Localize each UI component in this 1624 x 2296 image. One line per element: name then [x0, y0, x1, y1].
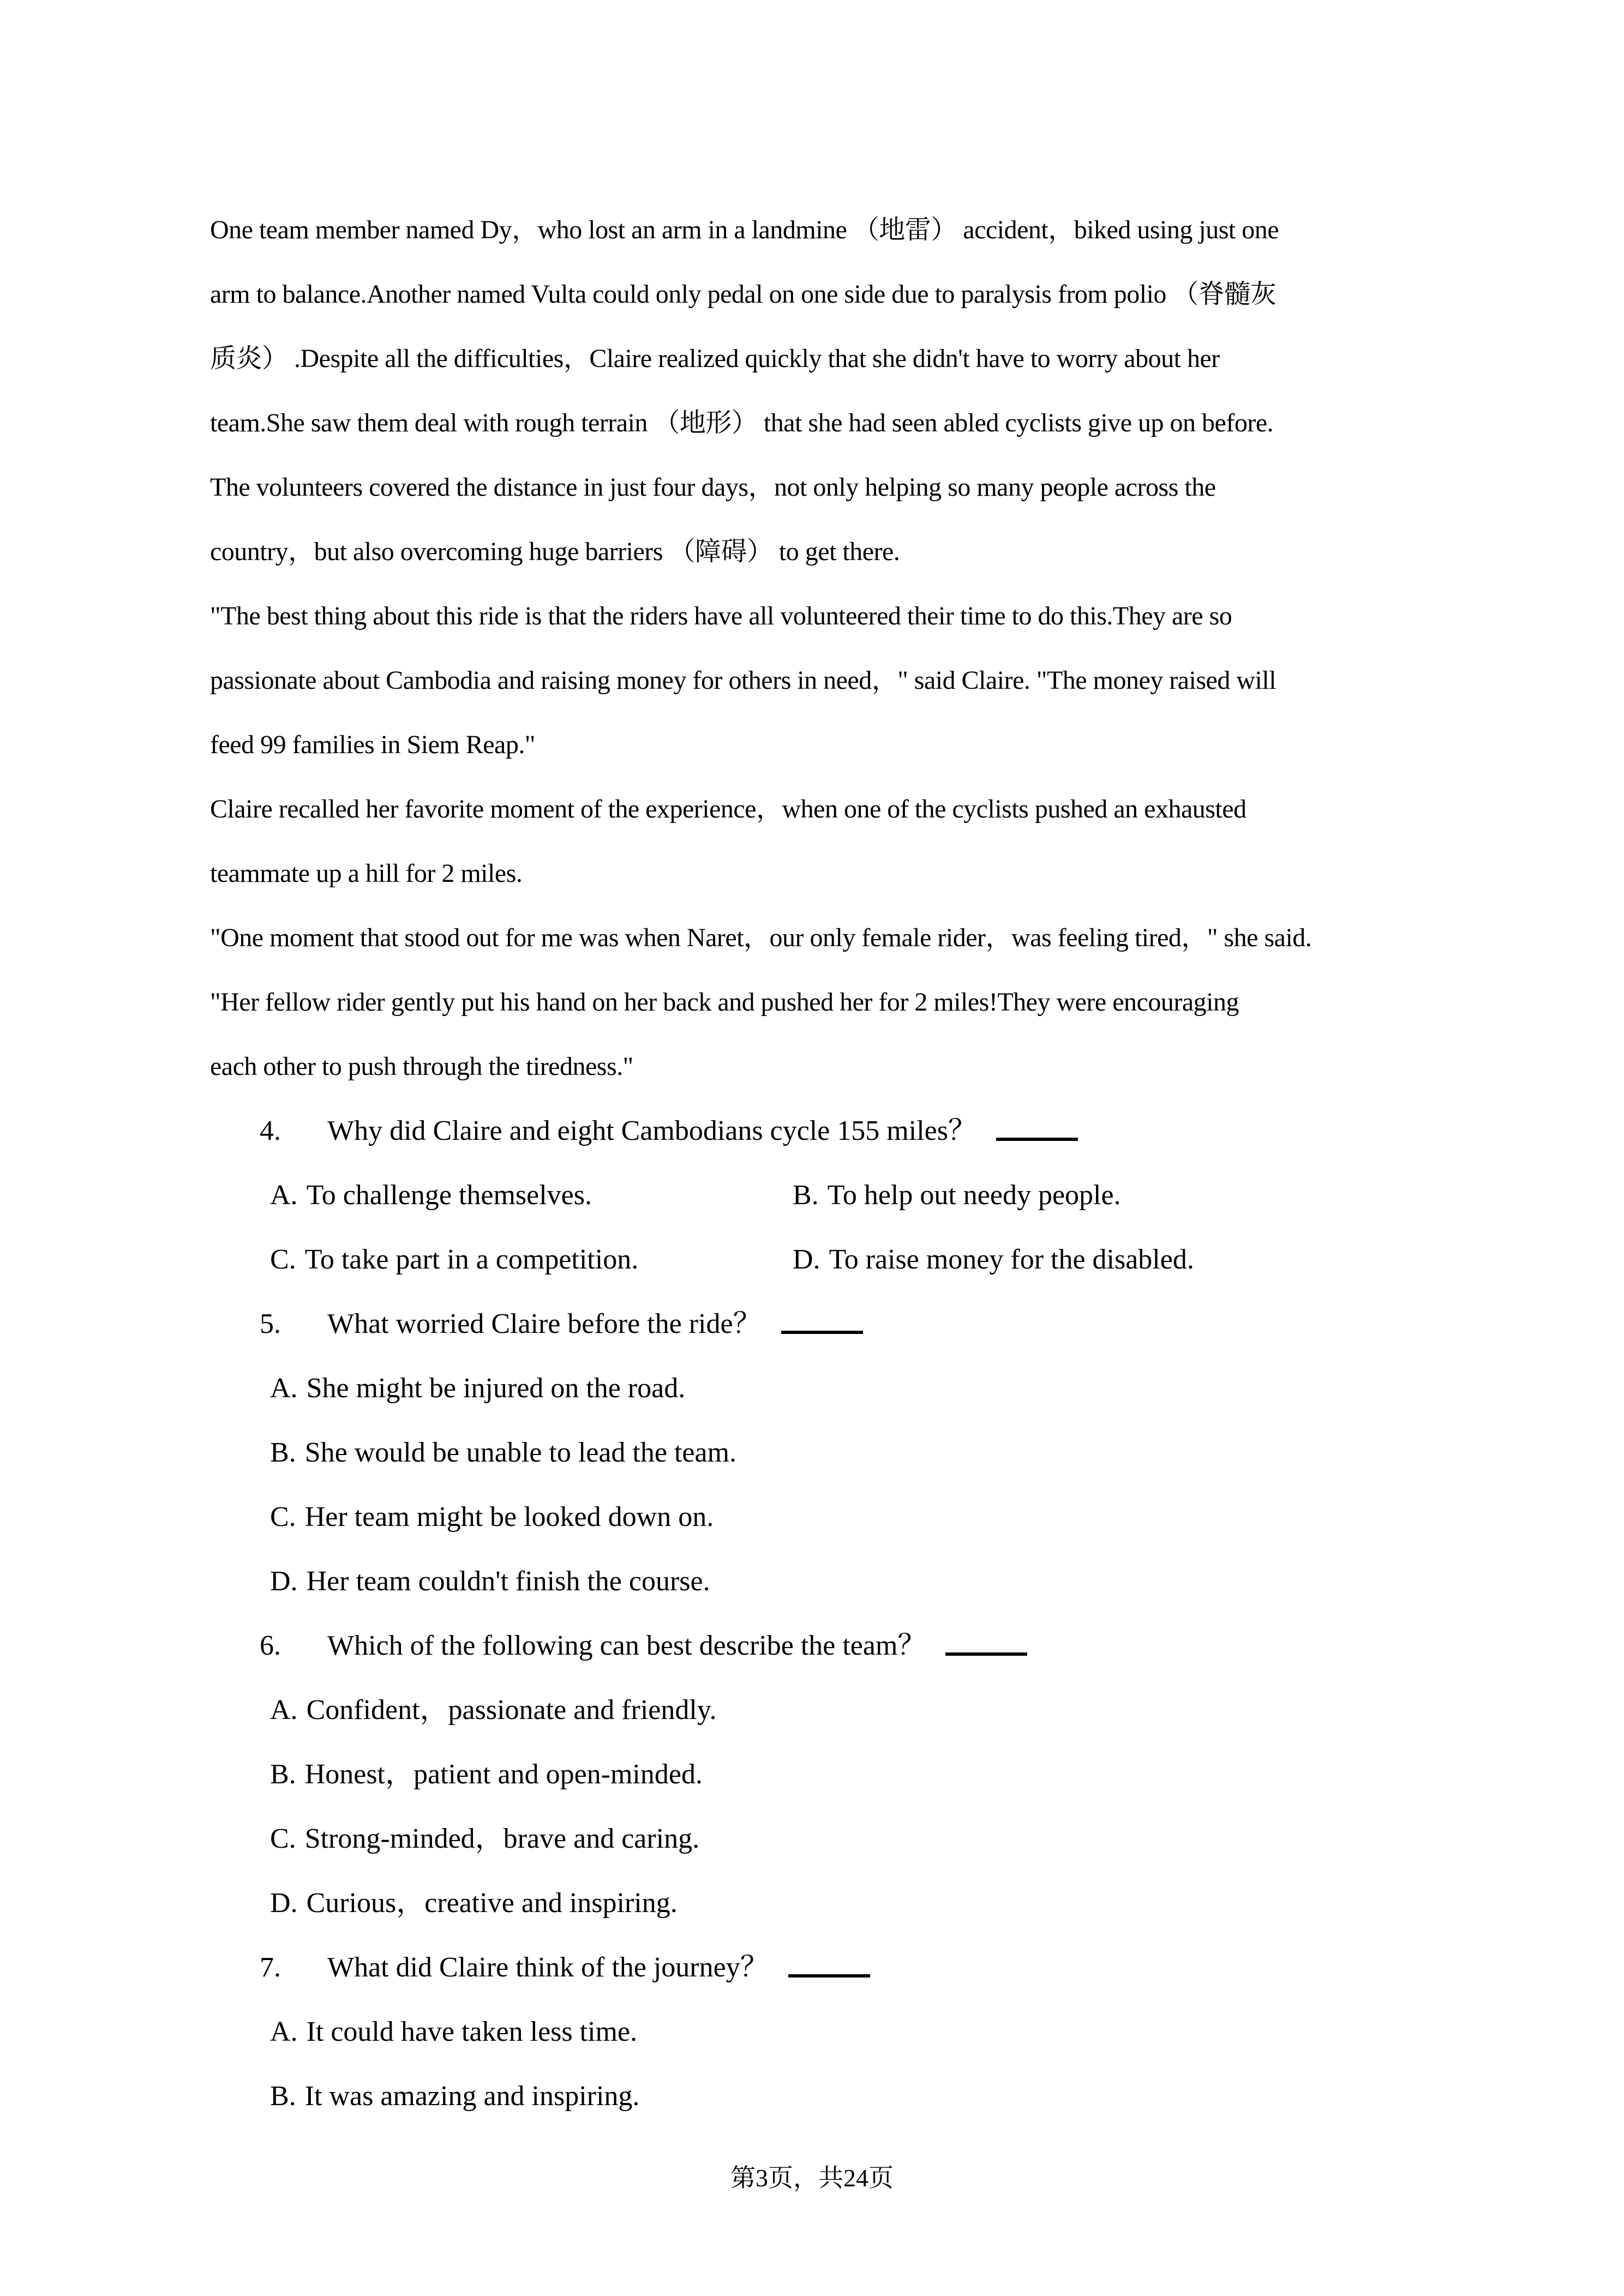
option-text: It was amazing and inspiring. — [304, 2081, 640, 2112]
question-text: What did Claire think of the journey？ — [327, 1952, 769, 1983]
option-text: Honest，patient and open-minded. — [304, 1759, 703, 1790]
option-5-B — [270, 1437, 736, 1468]
option-label: D. — [793, 1244, 820, 1275]
passage-line: country，but also overcoming huge barriers （障碍） to get there. — [210, 537, 900, 566]
option-label: D. — [270, 1888, 298, 1919]
option-4-D — [793, 1244, 1194, 1275]
option-label: C. — [270, 1823, 296, 1854]
option-label: B. — [270, 1759, 296, 1790]
question-text: Why did Claire and eight Cambodians cycle 155 miles？ — [327, 1115, 976, 1146]
option-4-B — [793, 1180, 1121, 1211]
passage-line: feed 99 families in Siem Reap." — [210, 730, 535, 759]
options-row — [210, 1421, 1427, 1485]
passage-line: arm to balance.Another named Vulta could only pedal on one side due to paralysis from polio （脊髓灰 — [210, 280, 1277, 309]
question-row — [210, 1936, 1427, 2000]
question-row — [210, 1292, 1427, 1356]
page-number: 第3页，共24页 — [730, 2164, 894, 2192]
question-number: 5. — [260, 1308, 281, 1339]
passage-line: The volunteers covered the distance in just four days，not only helping so many people across the — [210, 473, 1216, 502]
options-row — [210, 1549, 1427, 1614]
options-row — [210, 2064, 1427, 2129]
option-6-A — [270, 1694, 716, 1726]
passage-line: One team member named Dy，who lost an arm in a landmine （地雷） accident，biked using just one — [210, 215, 1279, 244]
question-number: 6. — [260, 1630, 281, 1661]
options-row — [210, 1163, 1427, 1228]
option-text: To challenge themselves. — [306, 1180, 592, 1211]
answer-blank — [945, 1647, 1027, 1656]
option-cell — [270, 1228, 793, 1292]
option-label: B. — [270, 1437, 296, 1468]
option-6-C — [270, 1823, 699, 1854]
option-label: B. — [793, 1180, 819, 1211]
answer-blank — [996, 1132, 1078, 1141]
options-row — [210, 1742, 1427, 1807]
option-label: A. — [270, 1373, 298, 1404]
option-label: B. — [270, 2081, 296, 2112]
question-number: 7. — [260, 1952, 281, 1983]
passage-line: "Her fellow rider gently put his hand on her back and pushed her for 2 miles!They were encouraging — [210, 988, 1239, 1017]
reading-passage — [210, 198, 1427, 1099]
answer-blank — [788, 1969, 870, 1978]
option-4-A — [270, 1180, 592, 1211]
question-row — [210, 1099, 1427, 1163]
option-text: To help out needy people. — [827, 1180, 1121, 1211]
option-label: C. — [270, 1501, 296, 1532]
option-label: A. — [270, 1694, 298, 1726]
option-text: Her team might be looked down on. — [304, 1501, 714, 1532]
option-text: She might be injured on the road. — [306, 1373, 686, 1404]
option-4-C — [270, 1244, 638, 1275]
passage-line: 质炎） .Despite all the difficulties，Claire realized quickly that she didn't have to worry about her — [210, 344, 1220, 373]
option-7-B — [270, 2081, 639, 2112]
question-row — [210, 1614, 1427, 1678]
options-row — [210, 1678, 1427, 1742]
option-text: To take part in a competition. — [304, 1244, 639, 1275]
option-cell — [270, 1163, 793, 1228]
passage-line: teammate up a hill for 2 miles. — [210, 859, 523, 888]
passage-line: passionate about Cambodia and raising money for others in need，" said Claire. "The money raised will — [210, 666, 1277, 695]
option-text: She would be unable to lead the team. — [304, 1437, 737, 1468]
options-row — [210, 1485, 1427, 1549]
passage-line: team.She saw them deal with rough terrain （地形） that she had seen abled cyclists give up on before. — [210, 408, 1274, 437]
passage-line: each other to push through the tiredness." — [210, 1052, 633, 1081]
option-5-D — [270, 1566, 710, 1597]
option-label: A. — [270, 2016, 298, 2047]
options-row — [210, 1871, 1427, 1936]
option-5-A — [270, 1373, 685, 1404]
option-text: Her team couldn't finish the course. — [306, 1566, 710, 1597]
option-label: D. — [270, 1566, 298, 1597]
question-text: Which of the following can best describe the team？ — [327, 1630, 926, 1661]
options-row — [210, 2000, 1427, 2064]
passage-line: "One moment that stood out for me was when Naret，our only female rider，was feeling tired，" she said. — [210, 923, 1312, 952]
option-6-D — [270, 1888, 678, 1919]
option-text: Curious，creative and inspiring. — [306, 1888, 678, 1919]
option-7-A — [270, 2016, 637, 2047]
option-text: Confident，passionate and friendly. — [306, 1694, 717, 1726]
options-row — [210, 1807, 1427, 1871]
option-text: To raise money for the disabled. — [829, 1244, 1194, 1275]
answer-blank — [781, 1325, 863, 1334]
option-6-B — [270, 1759, 703, 1790]
questions-section — [210, 1099, 1427, 2129]
page-footer — [0, 2163, 1624, 2193]
options-row — [210, 1228, 1427, 1292]
question-number: 4. — [260, 1115, 281, 1146]
option-text: Strong-minded，brave and caring. — [304, 1823, 700, 1854]
question-text: What worried Claire before the ride？ — [327, 1308, 762, 1339]
passage-line: "The best thing about this ride is that the riders have all volunteered their time to do this.They are so — [210, 602, 1232, 630]
option-5-C — [270, 1501, 714, 1532]
option-label: A. — [270, 1180, 298, 1211]
option-text: It could have taken less time. — [306, 2016, 638, 2047]
passage-line: Claire recalled her favorite moment of the experience，when one of the cyclists pushed an exhausted — [210, 795, 1247, 824]
option-label: C. — [270, 1244, 296, 1275]
options-row — [210, 1356, 1427, 1421]
